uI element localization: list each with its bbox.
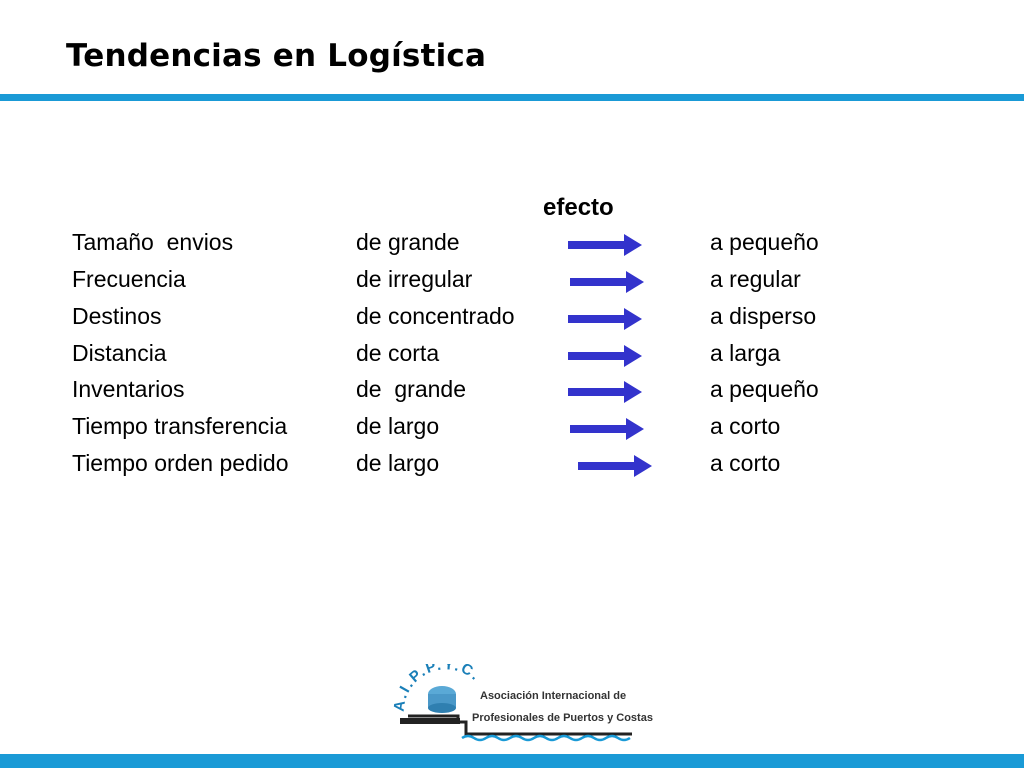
trend-row (0, 413, 1024, 449)
effect-column-header: efecto (543, 194, 614, 221)
aippyc-logo (392, 664, 653, 746)
trend-row (0, 303, 1024, 339)
trend-row (0, 450, 1024, 486)
right-arrow-icon (568, 307, 642, 331)
logo-text-line2: Profesionales de Puertos y Costas (472, 712, 653, 724)
trend-label: Tiempo orden pedido (72, 450, 289, 476)
footer-bar (0, 754, 1024, 768)
trend-row (0, 340, 1024, 376)
trend-from: de largo (356, 413, 440, 439)
trend-to: a corto (710, 450, 781, 476)
trend-to: a pequeño (710, 229, 819, 255)
trend-row (0, 266, 1024, 302)
trend-label: Frecuencia (72, 266, 186, 292)
right-arrow-icon (570, 417, 644, 441)
trend-to: a disperso (710, 303, 817, 329)
logo-graphic (392, 664, 642, 746)
trend-to: a corto (710, 413, 781, 439)
logo-text-line1: Asociación Internacional de (480, 690, 627, 702)
trend-label: Destinos (72, 303, 162, 329)
right-arrow-icon (578, 454, 652, 478)
title-divider (0, 94, 1024, 101)
trend-row (0, 376, 1024, 412)
trend-from: de irregular (356, 266, 473, 292)
trend-to: a regular (710, 266, 801, 292)
trend-from: de grande (356, 376, 466, 402)
trend-from: de concentrado (356, 303, 515, 329)
right-arrow-icon (568, 380, 642, 404)
trend-label: Tamaño envios (72, 229, 234, 255)
trend-from: de largo (356, 450, 440, 476)
trend-to: a pequeño (710, 376, 819, 402)
trend-label: Distancia (72, 340, 167, 366)
slide-title: Tendencias en Logística (66, 38, 487, 74)
trend-from: de corta (356, 340, 440, 366)
trend-to: a larga (710, 340, 781, 366)
right-arrow-icon (570, 270, 644, 294)
trend-row (0, 229, 1024, 265)
trend-from: de grande (356, 229, 460, 255)
trend-label: Inventarios (72, 376, 185, 402)
logo-arc-text: A.I.P.P.Y.C. (392, 664, 485, 713)
right-arrow-icon (568, 233, 642, 257)
trend-label: Tiempo transferencia (72, 413, 288, 439)
right-arrow-icon (568, 344, 642, 368)
